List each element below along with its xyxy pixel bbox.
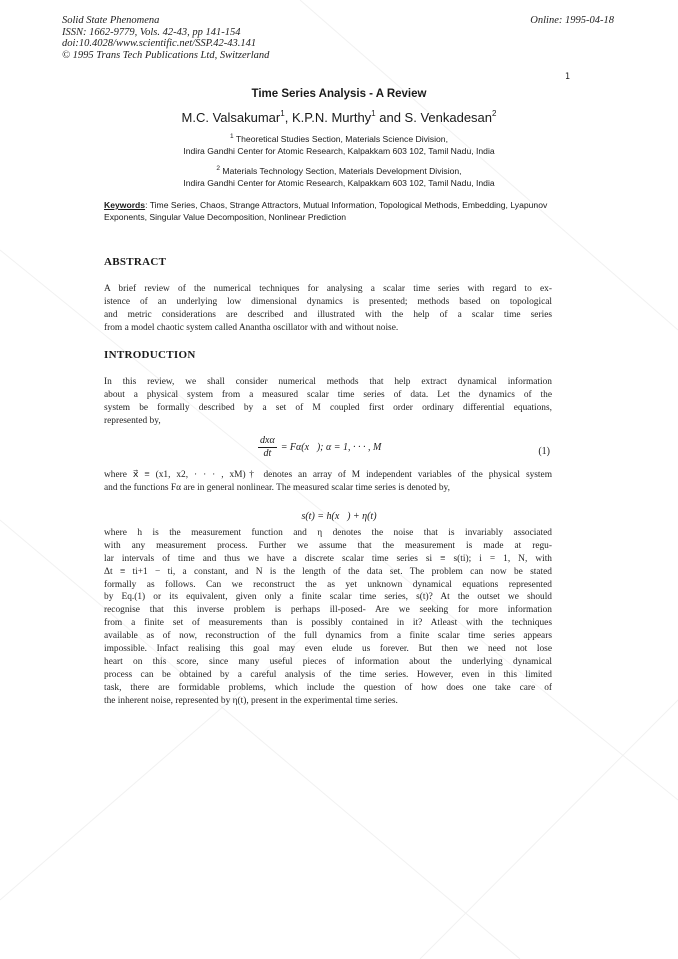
author-name: M.C. Valsakumar [181, 110, 281, 125]
equation-2: s(t) = h(x⃗) + η(t) [301, 511, 377, 522]
doi: doi:10.4028/www.scientific.net/SSP.42-43.141 [62, 38, 257, 49]
affiliation-mark: 1 [230, 133, 234, 140]
introduction-paragraph [104, 376, 552, 428]
text-line: istence of an underlying low dimensional dynamics is presented; methods based on topological [104, 296, 552, 307]
keywords-label: Keywords [104, 200, 146, 210]
equation-number: (1) [538, 446, 550, 457]
author-list [0, 110, 678, 125]
text-line: with any measurement process. Further we assume that the measurement is made at regu- [104, 540, 552, 551]
affiliation-mark: 2 [216, 165, 221, 172]
journal-header [62, 15, 269, 61]
online-date: Online: 1995-04-18 [530, 15, 614, 26]
author-separator: and [375, 110, 405, 125]
paper-title: Time Series Analysis - A Review [251, 88, 427, 100]
text-line: In this review, we shall consider numerical methods that help extract dynamical information [104, 377, 552, 387]
issn: ISSN: 1662-9779, Vols. 42-43, pp 141-154 [62, 26, 241, 38]
text-line: where h is the measurement function and η denotes the noise that is invariably associated [104, 528, 552, 538]
text-line: from a finite set of measurements than is possibly contained in it? Atleast with the techniques [104, 618, 552, 629]
equation-1 [258, 435, 381, 460]
introduction-heading: INTRODUCTION [104, 349, 196, 361]
affiliation-line: Indira Gandhi Center for Atomic Research, Kalpakkam 603 102, Tamil Nadu, India [183, 178, 495, 188]
affiliation [0, 165, 678, 189]
copyright: © 1995 Trans Tech Publications Ltd, Switzerland [62, 49, 270, 61]
equation-fraction [258, 435, 277, 460]
author-affiliation-mark: 1 [280, 109, 285, 118]
author-affiliation-mark: 1 [371, 109, 376, 118]
text-line: about a physical system from a measured scalar time series of data. Let the dynamics of the [104, 389, 552, 400]
author-name: S. Venkadesan [404, 110, 493, 125]
text-line: the inherent noise, represented by η(t), present in the experimental time series. [104, 695, 398, 706]
keywords [104, 199, 574, 223]
fraction-numerator: dxα [260, 435, 275, 446]
affiliation [0, 133, 678, 157]
page-number: 1 [564, 72, 570, 82]
author-affiliation-mark: 2 [492, 109, 497, 118]
text-line: A brief review of the numerical techniques for analysing a scalar time series with regard to ex- [104, 284, 552, 294]
author-separator: , [284, 110, 292, 125]
affiliation-line: Materials Technology Section, Materials Development Division, [222, 166, 462, 176]
text-line: heart on this score, since many useful pieces of information about the underlying dynamical [104, 656, 552, 667]
fraction-denominator: dt [263, 448, 272, 459]
affiliation-line: Indira Gandhi Center for Atomic Research, Kalpakkam 603 102, Tamil Nadu, India [183, 146, 495, 156]
equation-rhs: = Fα(x⃗); α = 1, · · · , M [280, 441, 382, 453]
text-line: impossible. Infact realising this goal may even elude us forever. But then we need not lose [104, 644, 552, 655]
text-line: where x⃗ ≡ (x1, x2, · · · , xM)† denotes an array of M independent variables of the physical system [104, 470, 552, 480]
abstract-body [104, 283, 552, 335]
text-line: available as of now, reconstruction of the full dynamics from a finite scalar time series appears [104, 631, 552, 642]
text-line: and metric considerations are described and illustrated with the help of a scalar time series [104, 309, 552, 320]
text-line: represented by, [104, 415, 161, 426]
text-line: process can be obtained by a careful analysis of the time series. However, even in this limited [104, 669, 552, 680]
introduction-paragraph [104, 469, 552, 495]
text-line: and the functions Fα are in general nonlinear. The measured scalar time series is denoted by, [104, 482, 450, 493]
text-line: task, there are formidable problems, which include the question of how does one take care of [104, 682, 552, 693]
text-line: recognise that this inverse problem is perhaps ill-posed- Are we seeking for more information [104, 605, 552, 616]
text-line: Δt ≡ ti+1 − ti, a constant, and N is the length of the data set. The problem can now be stated [104, 566, 552, 577]
text-line: from a model chaotic system called Anantha oscillator with and without noise. [104, 322, 399, 333]
affiliation-line: Theoretical Studies Section, Materials Science Division, [235, 134, 448, 144]
journal-name: Solid State Phenomena [62, 15, 160, 26]
introduction-paragraph [104, 527, 552, 707]
author-name: K.P.N. Murthy [291, 110, 372, 125]
keywords-text: : Time Series, Chaos, Strange Attractors, Mutual Information, Topological Methods, Embedding, Lyapunov Exponents, Singular Value Decomposition, Nonlinear Prediction [104, 200, 548, 222]
abstract-heading: ABSTRACT [104, 256, 167, 268]
text-line: lar intervals of time and thus we have a discrete scalar time series si ≡ s(ti); i = 1, N, with [104, 553, 552, 564]
text-line: formally as follows. Can we reconstruct the as yet unknown dynamical equations represented [104, 579, 552, 590]
text-line: by Eq.(1) or its equivalent, given only a finite scalar time series, s(t)? At the outset we should [104, 592, 552, 603]
text-line: system be formally described by a set of M coupled first order ordinary differential equations, [104, 402, 552, 413]
